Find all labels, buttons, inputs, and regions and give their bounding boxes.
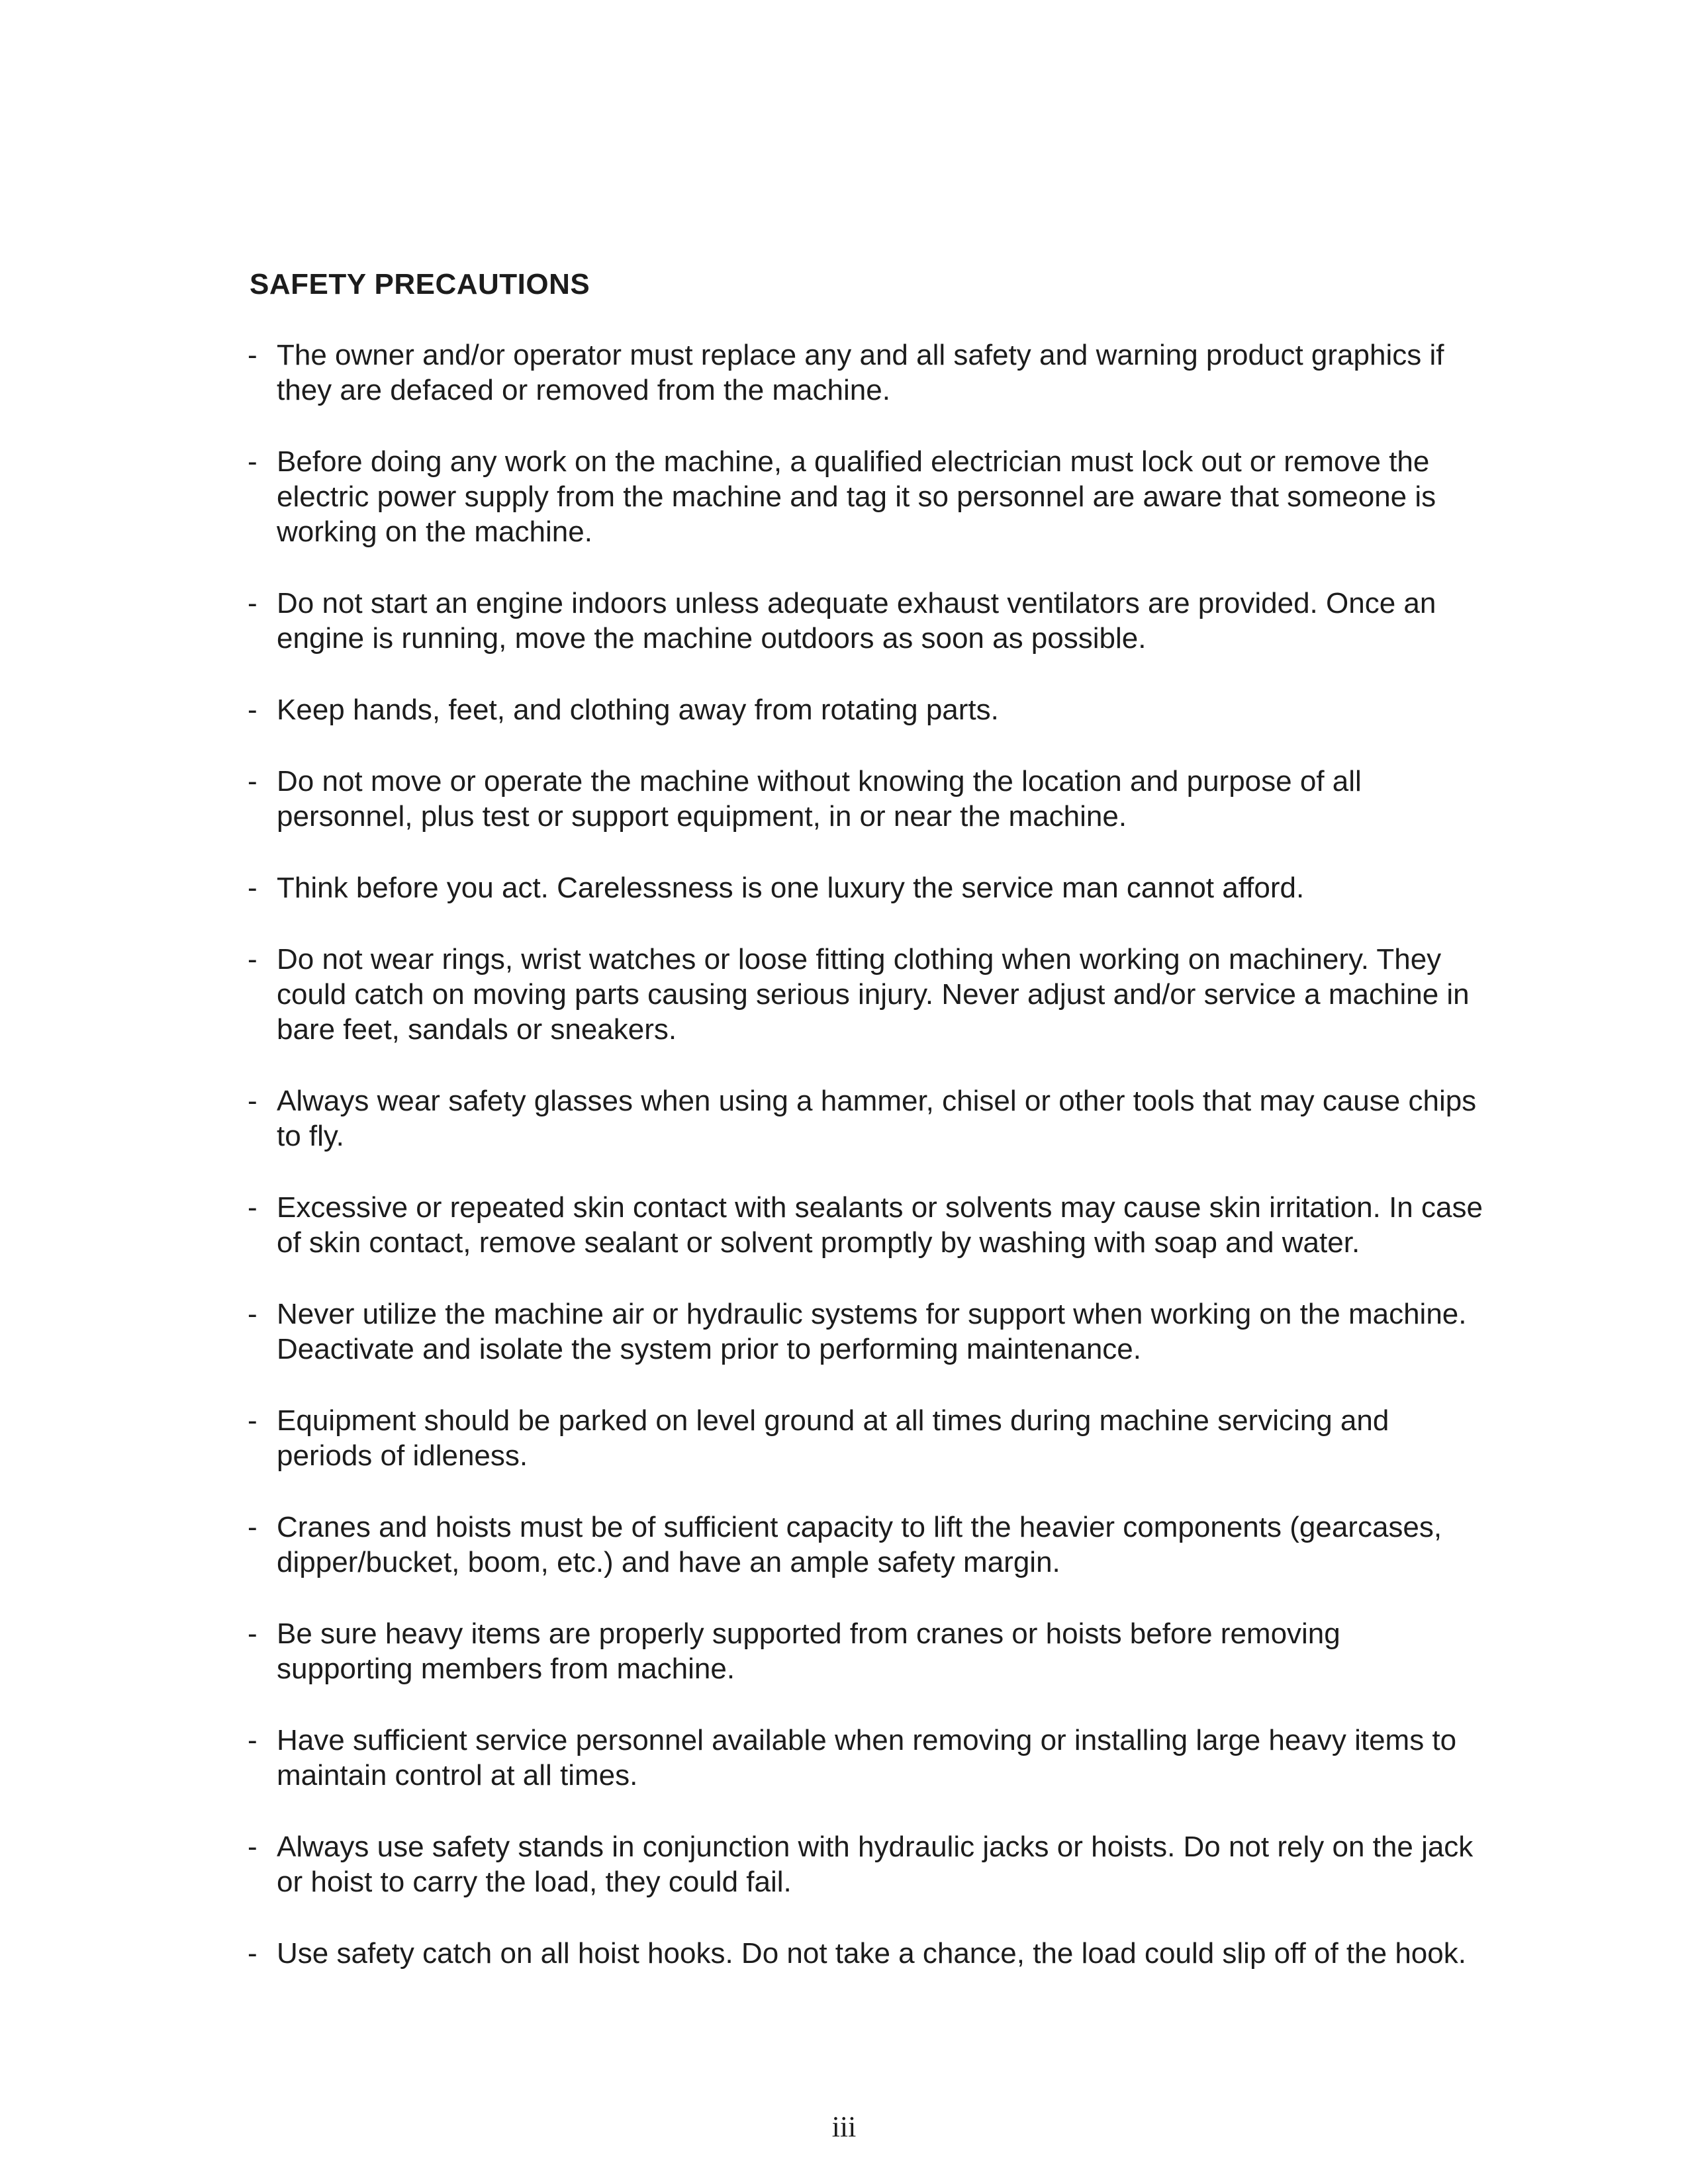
bullet-dash: - xyxy=(248,587,258,619)
bullet-dash: - xyxy=(248,1617,258,1650)
list-item-text: Have sufficient service personnel available when removing or installing large heavy items to maintain control at all times. xyxy=(277,1724,1457,1792)
list-item xyxy=(238,942,1483,1047)
list-item-text: Do not start an engine indoors unless adequate exhaust ventilators are provided. Once an engine is running, move the machine outdoors as soon as possible. xyxy=(277,587,1436,655)
list-item xyxy=(238,870,1483,905)
list-item-text: Always use safety stands in conjunction with hydraulic jacks or hoists. Do not rely on the jack or hoist to carry the load, they could fail. xyxy=(277,1831,1474,1898)
list-item-text: Equipment should be parked on level ground at all times during machine servicing and periods of idleness. xyxy=(277,1404,1389,1472)
bullet-dash: - xyxy=(248,943,258,976)
list-item xyxy=(238,1723,1483,1793)
list-item-text: Cranes and hoists must be of sufficient capacity to lift the heavier components (gearcases, dipper/bucket, boom, etc.) and have an ample safety margin. xyxy=(277,1511,1442,1578)
list-item xyxy=(238,1616,1483,1686)
bullet-dash: - xyxy=(248,1404,258,1437)
list-item-text: The owner and/or operator must replace any and all safety and warning product graphics if they are defaced or removed from the machine. xyxy=(277,339,1444,406)
bullet-dash: - xyxy=(248,872,258,904)
bullet-dash: - xyxy=(248,1831,258,1863)
bullet-dash: - xyxy=(248,1085,258,1117)
list-item xyxy=(238,1936,1483,1971)
list-item-text: Do not wear rings, wrist watches or loose fitting clothing when working on machinery. They could catch on moving parts causing serious injury. Never adjust and/or service a machine in bare feet, sandals or sneakers. xyxy=(277,943,1470,1046)
list-item-text: Use safety catch on all hoist hooks. Do not take a chance, the load could slip off of the hook. xyxy=(277,1937,1466,1970)
bullet-dash: - xyxy=(248,1724,258,1756)
page-number: iii xyxy=(831,2111,857,2143)
list-item-text: Be sure heavy items are properly supported from cranes or hoists before removing supporting members from machine. xyxy=(277,1617,1340,1685)
list-item-text: Always wear safety glasses when using a hammer, chisel or other tools that may cause chips to fly. xyxy=(277,1085,1477,1152)
list-item xyxy=(238,338,1483,408)
bullet-dash: - xyxy=(248,445,258,478)
list-item-text: Do not move or operate the machine without knowing the location and purpose of all personnel, plus test or support equipment, in or near the machine. xyxy=(277,765,1362,833)
list-item xyxy=(238,444,1483,549)
bullet-dash: - xyxy=(248,765,258,797)
page-title: SAFETY PRECAUTIONS xyxy=(250,268,590,300)
list-item-text: Before doing any work on the machine, a qualified electrician must lock out or remove the electric power supply from the machine and tag it so personnel are aware that someone is working on the machine. xyxy=(277,445,1436,548)
list-item xyxy=(238,1403,1483,1473)
bullet-dash: - xyxy=(248,1511,258,1543)
list-item xyxy=(238,1829,1483,1899)
list-item xyxy=(238,586,1483,656)
bullet-dash: - xyxy=(248,1298,258,1330)
list-item-text: Think before you act. Carelessness is one luxury the service man cannot afford. xyxy=(277,872,1305,904)
precautions-list xyxy=(238,338,1483,2007)
list-item xyxy=(238,1083,1483,1154)
bullet-dash: - xyxy=(248,1191,258,1224)
list-item xyxy=(238,1190,1483,1260)
list-item xyxy=(238,764,1483,834)
bullet-dash: - xyxy=(248,694,258,726)
list-item-text: Never utilize the machine air or hydraulic systems for support when working on the machine. Deactivate and isolate the system prior to performing maintenance. xyxy=(277,1298,1467,1365)
bullet-dash: - xyxy=(248,339,258,371)
list-item xyxy=(238,1510,1483,1580)
list-item xyxy=(238,1297,1483,1367)
bullet-dash: - xyxy=(248,1937,258,1970)
list-item-text: Excessive or repeated skin contact with sealants or solvents may cause skin irritation. In case of skin contact, remove sealant or solvent promptly by washing with soap and water. xyxy=(277,1191,1483,1259)
list-item-text: Keep hands, feet, and clothing away from rotating parts. xyxy=(277,694,999,726)
list-item xyxy=(238,692,1483,727)
